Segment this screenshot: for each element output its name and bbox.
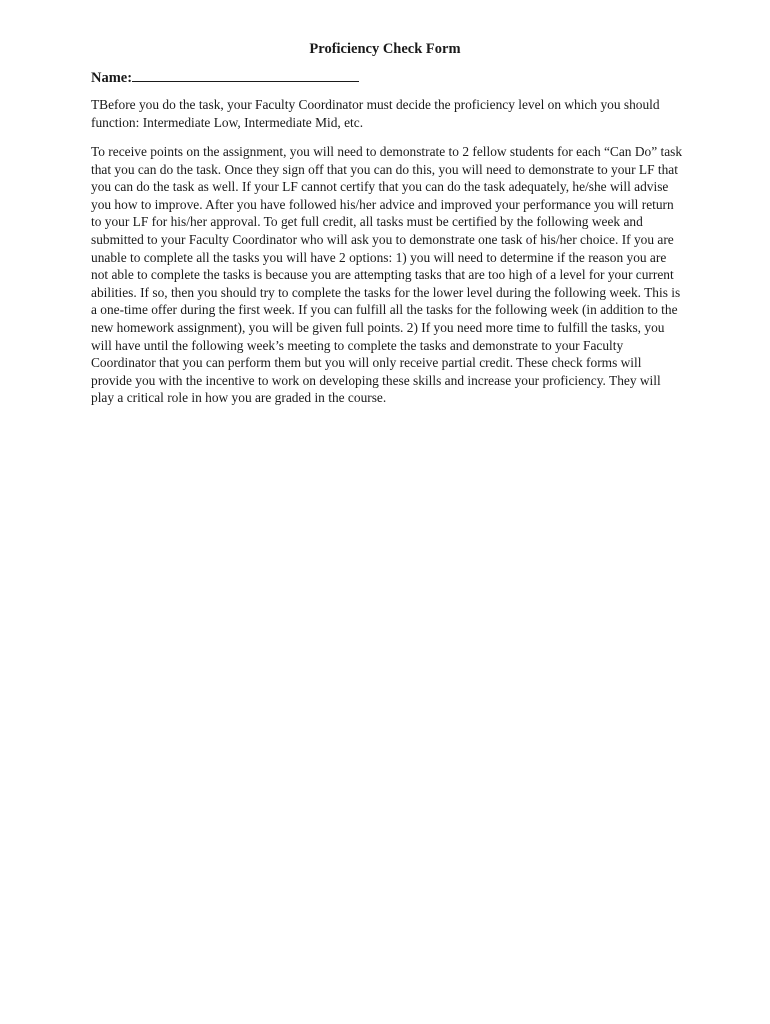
name-label: Name: xyxy=(91,70,133,86)
intro-paragraph: TBefore you do the task, your Faculty Coordinator must decide the proficiency level on which you should function: Intermediate Low, Intermediate Mid, etc. xyxy=(91,97,660,130)
name-blank-line xyxy=(132,68,359,82)
document-title: Proficiency Check Form xyxy=(309,41,461,57)
instructions-paragraph: To receive points on the assignment, you will need to demonstrate to 2 fellow students for each “Can Do” task that you can do the task. Once they sign off that you can do this, you will need to demonstrate to your LF that you can do the task as well. If your LF cannot certify that you can do the task adequately, he/she will advise you how to improve. After you have followed his/her advice and improved your performance you will return to your LF for his/her approval. To get full credit, all tasks must be certified by the following week and submitted to your Faculty Coordinator who will ask you to demonstrate one task of his/her choice. If you are unable to complete all the tasks you will have 2 options: 1) you will need to determine if the reason you are not able to complete the tasks is because you are attempting tasks that are too high of a level for your current abilities. If so, then you should try to complete the tasks for the lower level during the following week. This is a one-time offer during the first week. If you can fulfill all the tasks for the following week (in addition to the new homework assignment), you will be given full points. 2) If you need more time to fulfill the tasks, you will have until the following week’s meeting to complete the tasks and demonstrate to your Faculty Coordinator that you can perform them but you will only receive partial credit. These check forms will provide you with the incentive to work on developing these skills and increase your proficiency. They will play a critical role in how you are graded in the course. xyxy=(91,144,683,406)
name-field xyxy=(91,68,359,87)
